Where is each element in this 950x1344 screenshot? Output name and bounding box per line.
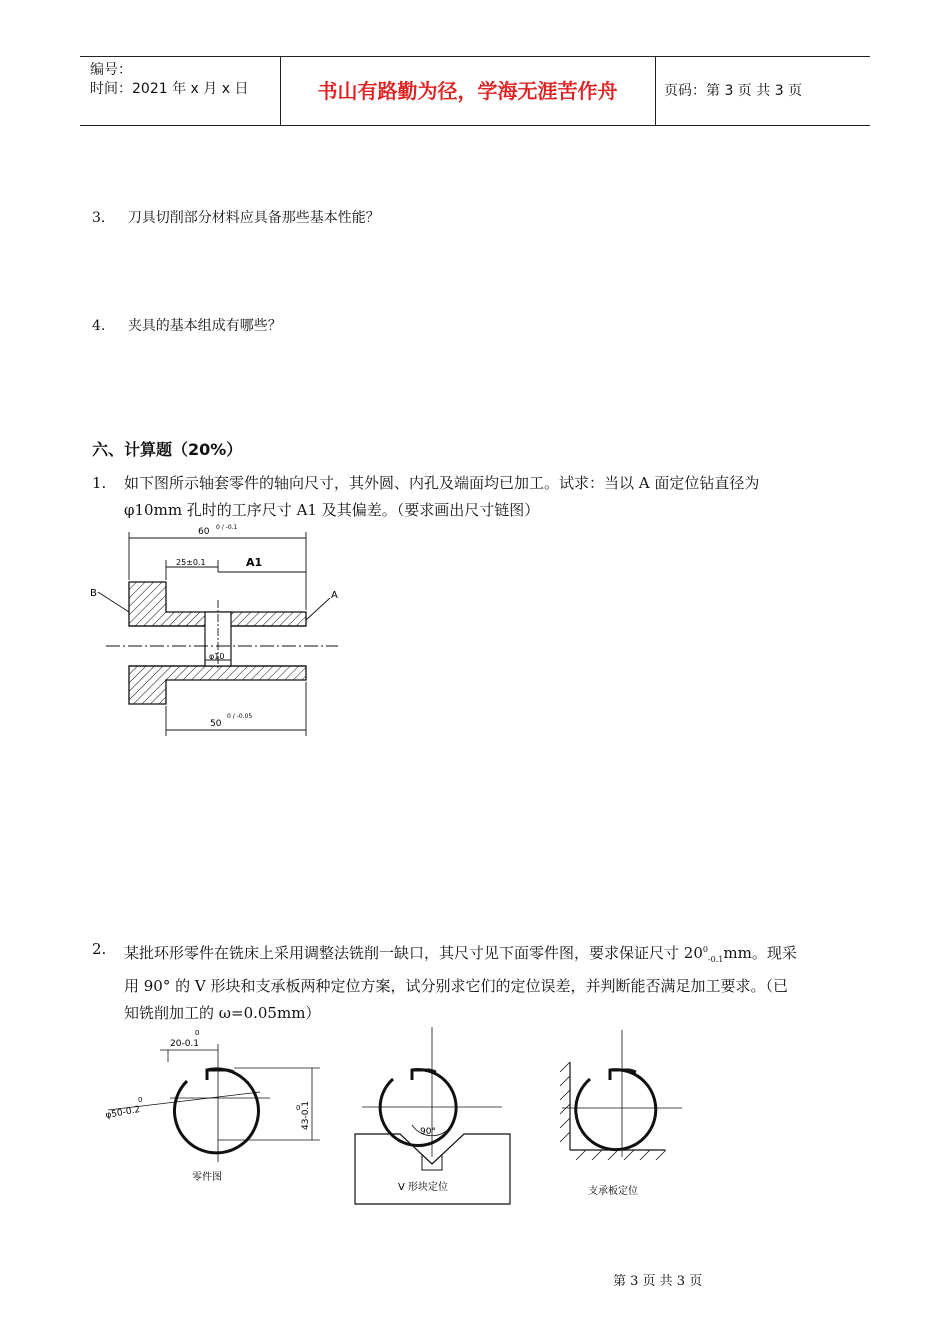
- section-title: 六、计算题（20%）: [92, 440, 243, 459]
- problem-text-line: [124, 936, 867, 973]
- caption-support-plate: 支承板定位: [588, 1186, 638, 1197]
- problem-number: 1.: [92, 474, 107, 492]
- dim-phi10: φ10: [209, 652, 225, 661]
- dim-50: 50: [210, 719, 222, 729]
- problem-number: 2.: [92, 940, 107, 958]
- angle-90: 90°: [420, 1127, 436, 1137]
- header-motto: 书山有路勤为径，学海无涯苦作舟: [317, 79, 618, 103]
- caption-part: 零件图: [192, 1172, 222, 1183]
- problem-text-line: 用 90° 的 V 形块和支承板两种定位方案，试分别求它们的定位误差，并判断能否满足加工要求。（已: [124, 977, 788, 995]
- label-b: B: [90, 588, 97, 599]
- dim-43: 43-0.1: [301, 1100, 311, 1130]
- question-4: [92, 316, 282, 336]
- page-footer: 第 3 页 共 3 页: [613, 1274, 703, 1289]
- dim-20: 20-0.1: [170, 1039, 200, 1049]
- support-plate-setup: [560, 1030, 682, 1197]
- dim-60-tolerance: 0 / -0.1: [216, 524, 238, 531]
- header-meta: [80, 57, 280, 125]
- question-number: 4.: [92, 318, 106, 334]
- question-3: [92, 208, 380, 228]
- label-a: A: [331, 590, 338, 601]
- page-label: 页码：第 3 页 共 3 页: [664, 83, 803, 99]
- tolerance-upper: 0: [702, 945, 708, 954]
- question-number: 3.: [92, 210, 106, 226]
- tolerance-lower: -0.1: [707, 955, 724, 964]
- dim-60: 60: [198, 527, 210, 537]
- question-text: 夹具的基本组成有哪些？: [127, 318, 282, 334]
- figure-ring-parts: [100, 1022, 700, 1212]
- dim-a1: A1: [246, 556, 263, 569]
- dim-25: 25±0.1: [176, 558, 206, 567]
- document-header: [80, 56, 870, 126]
- caption-v-block: V 形块定位: [398, 1182, 449, 1193]
- time-label: 时间：2021 年 x 月 x 日: [90, 81, 249, 97]
- problem-text-line: 如下图所示轴套零件的轴向尺寸，其外圆、内孔及端面均已加工。试求：当以 A 面定位钻直径为: [124, 474, 760, 492]
- dim-20-upper: 0: [195, 1029, 200, 1037]
- problem-2: [92, 936, 867, 1027]
- question-text: 刀具切削部分材料应具备那些基本性能？: [127, 210, 380, 226]
- figure-bushing: [88, 520, 358, 742]
- dim-phi50: φ50-0.2: [104, 1105, 141, 1121]
- dim-43-upper: 0: [296, 1104, 301, 1112]
- problem-1: [92, 470, 867, 524]
- number-label: 编号：: [90, 62, 132, 78]
- problem-text-line: 知铣削加工的 ω=0.05mm）: [124, 1004, 321, 1022]
- v-block-setup: [355, 1027, 510, 1204]
- problem-text-part: 某批环形零件在铣床上采用调整法铣削一缺口，其尺寸见下面零件图，要求保证尺寸 20: [124, 944, 703, 962]
- dim-50-tolerance: 0 / -0.05: [227, 713, 253, 720]
- dim-phi50-upper: 0: [138, 1096, 143, 1104]
- problem-text-part: mm。现采: [723, 944, 797, 962]
- part-drawing: [105, 1029, 320, 1183]
- problem-text-line: φ10mm 孔时的工序尺寸 A1 及其偏差。（要求画出尺寸链图）: [124, 501, 540, 519]
